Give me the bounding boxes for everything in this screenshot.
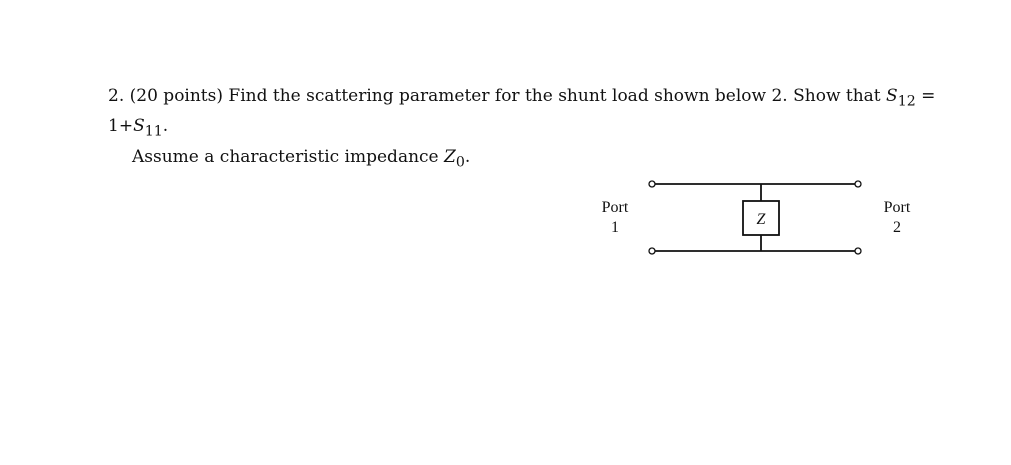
problem-line-2 [108, 145, 988, 175]
line2-period: . [464, 146, 471, 167]
port-2-text: Port [883, 199, 911, 216]
z0-symbol: Z [444, 146, 456, 167]
problem-points: (20 points) [129, 86, 223, 106]
equation-period: . [162, 116, 169, 137]
impedance-text: Assume a characteristic impedance [132, 146, 439, 167]
s11-symbol: S [133, 116, 145, 137]
impedance-label: Z [756, 211, 766, 228]
problem-text: Find the scattering parameter for the shunt load shown below 2. Show that [228, 86, 881, 106]
problem-statement [108, 84, 988, 175]
port-1-text: Port [601, 199, 629, 216]
problem-number: 2. [108, 86, 125, 106]
s12-symbol: S [886, 86, 898, 106]
shunt-load-diagram [590, 176, 930, 266]
equation-equals: = 1+ [108, 86, 936, 137]
z0-symbol-group [444, 146, 471, 171]
s12-subscript: 12 [897, 93, 916, 110]
port-2-number: 2 [893, 219, 901, 236]
terminal-port2-bottom [855, 248, 861, 254]
port-1-number: 1 [611, 219, 619, 236]
s11-subscript: 11 [144, 123, 163, 140]
terminal-port1-bottom [649, 248, 655, 254]
z0-subscript: 0 [455, 154, 465, 171]
terminal-port2-top [855, 181, 861, 187]
problem-line-1 [108, 84, 988, 145]
circuit-svg [590, 176, 930, 266]
terminal-port1-top [649, 181, 655, 187]
